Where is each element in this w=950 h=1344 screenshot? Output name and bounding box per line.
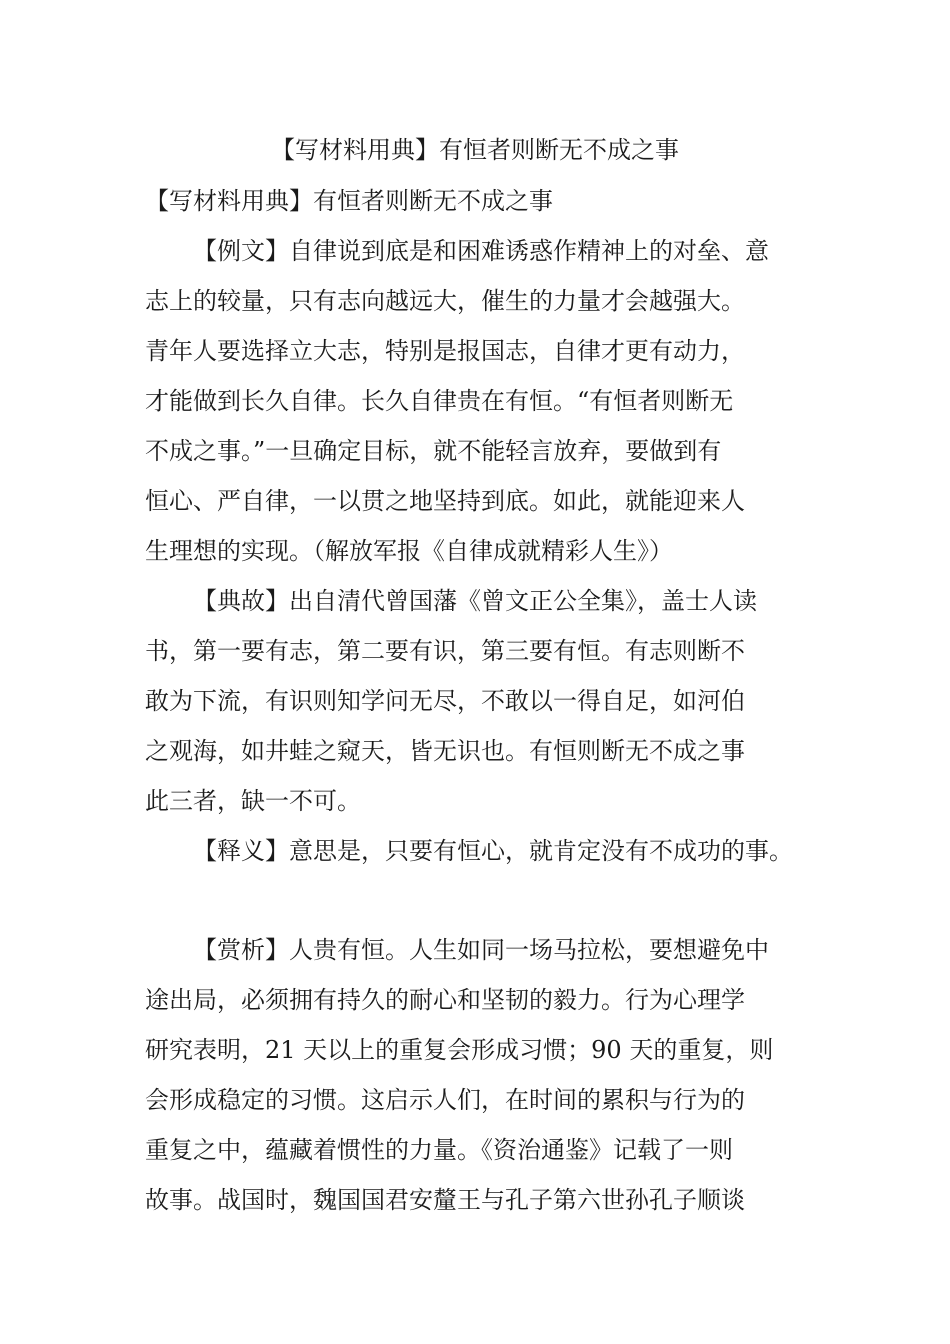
paragraph-line: 敢为下流，有识则知学问无尽，不敢以一得自足，如河伯 <box>145 687 745 715</box>
paragraph-line: 志上的较量，只有志向越远大，催生的力量才会越强大。 <box>145 287 745 315</box>
paragraph-line: 青年人要选择立大志，特别是报国志，自律才更有动力， <box>145 337 745 365</box>
paragraph-line: 故事。战国时，魏国国君安釐王与孔子第六世孙孔子顺谈 <box>145 1186 745 1214</box>
paragraph-line: 之观海，如井蛙之窥天，皆无识也。有恒则断无不成之事 <box>145 737 745 765</box>
paragraph-line: 【释义】意思是，只要有恒心，就肯定没有不成功的事。 <box>193 837 793 865</box>
paragraph-line: 书，第一要有志，第二要有识，第三要有恒。有志则断不 <box>145 637 745 665</box>
document-subtitle: 【写材料用典】有恒者则断无不成之事 <box>145 187 553 215</box>
paragraph-line: 不成之事。”一旦确定目标，就不能轻言放弃，要做到有 <box>145 437 722 465</box>
paragraph-line: 研究表明，21 天以上的重复会形成习惯；90 天的重复，则 <box>145 1036 774 1064</box>
paragraph-line: 【例文】自律说到底是和困难诱惑作精神上的对垒、意 <box>193 237 769 265</box>
paragraph-line: 才能做到长久自律。长久自律贵在有恒。“有恒者则断无 <box>145 387 734 415</box>
paragraph-line: 此三者，缺一不可。 <box>145 787 361 815</box>
document-title: 【写材料用典】有恒者则断无不成之事 <box>271 136 679 164</box>
paragraph-line: 恒心、严自律，一以贯之地坚持到底。如此，就能迎来人 <box>145 487 745 515</box>
paragraph-line: 重复之中，蕴藏着惯性的力量。《资治通鉴》记载了一则 <box>145 1136 733 1164</box>
paragraph-line: 会形成稳定的习惯。这启示人们，在时间的累积与行为的 <box>145 1086 745 1114</box>
paragraph-line: 途出局，必须拥有持久的耐心和坚韧的毅力。行为心理学 <box>145 986 745 1014</box>
paragraph-line: 【典故】出自清代曾国藩《曾文正公全集》，盖士人读 <box>193 587 757 615</box>
paragraph-line: 生理想的实现。（解放军报《自律成就精彩人生》） <box>145 537 673 565</box>
paragraph-line: 【赏析】人贵有恒。人生如同一场马拉松，要想避免中 <box>193 936 769 964</box>
